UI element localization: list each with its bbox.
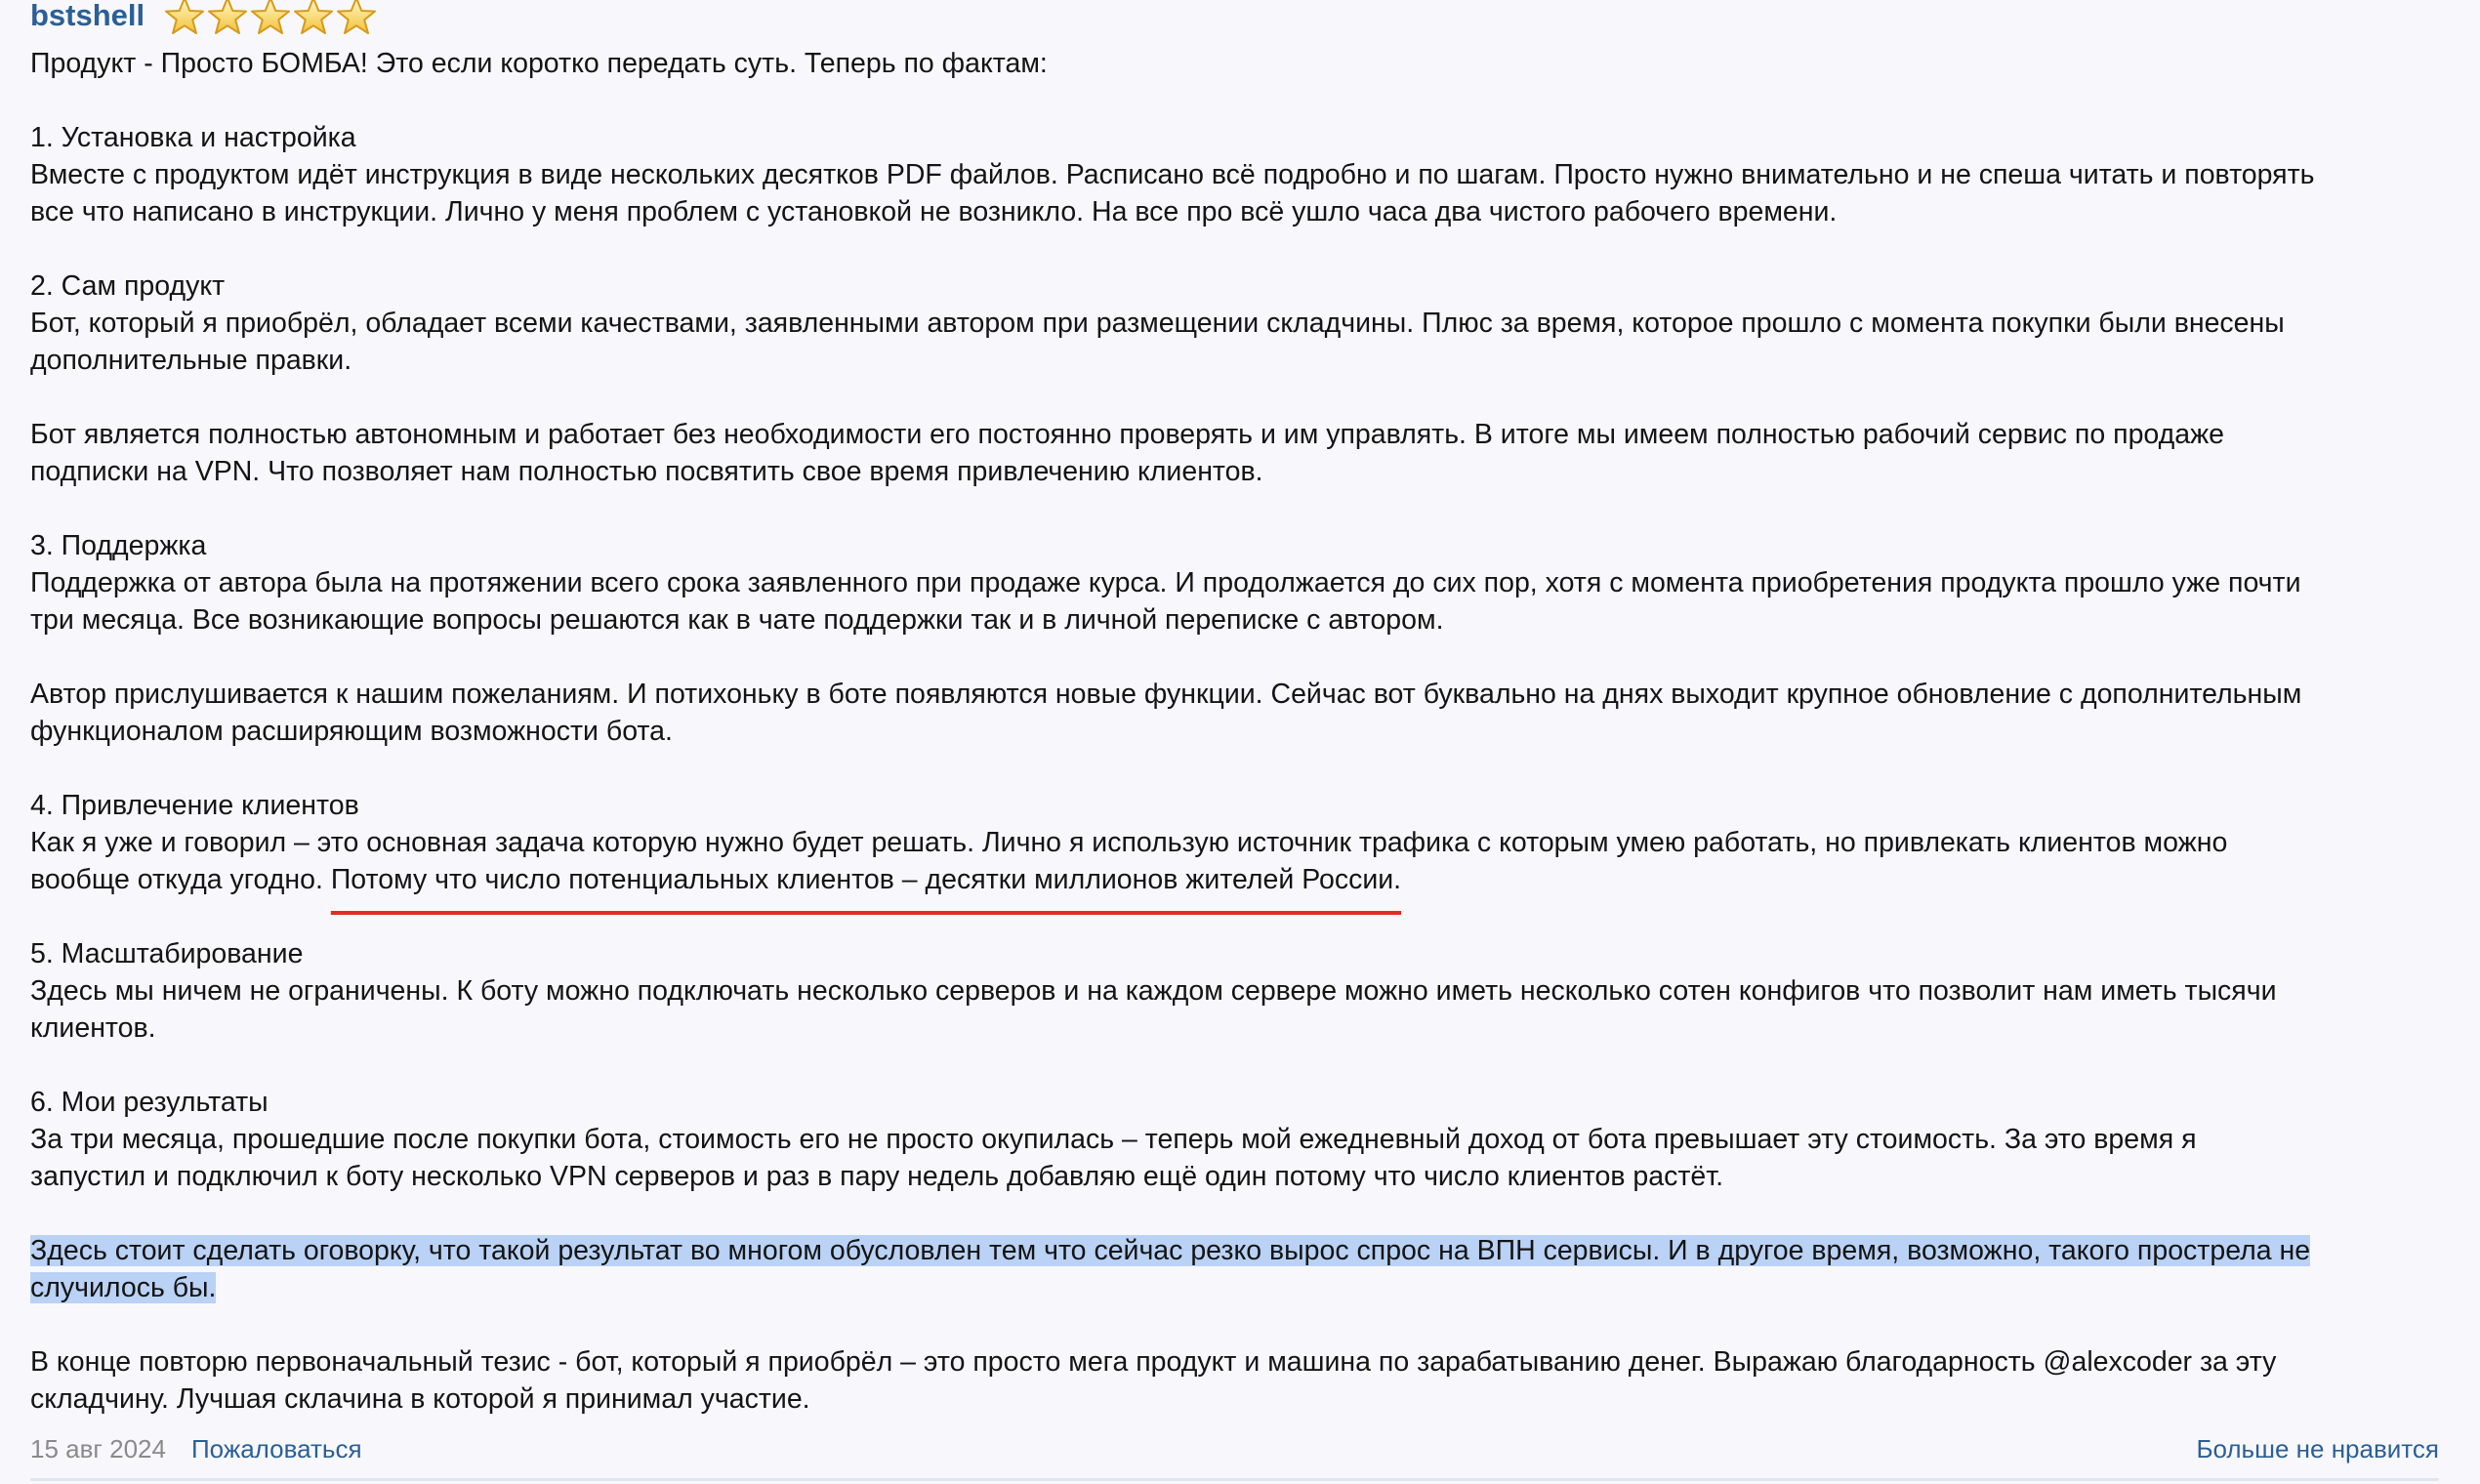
post-divider <box>30 1478 2439 1481</box>
rating-stars <box>164 0 379 37</box>
star-icon <box>207 0 248 37</box>
text-line: За три месяца, прошедшие после покупки бота, стоимость его не просто окупилась – теперь мой ежедневный доход от бота превышает эту стоимость. За это время я <box>30 1124 2197 1155</box>
text-line: Бот, который я приобрёл, обладает всеми качествами, заявленными автором при размещении складчины. Плюс за время, которое прошло с момента покупки были внесены <box>30 308 2285 339</box>
star-icon <box>293 0 334 37</box>
review-text <box>30 45 2442 1418</box>
text-line: функционалом расширяющим возможности бота. <box>30 716 673 747</box>
text-line: В конце повторю первоначальный тезис - бот, который я приобрёл – это просто мега продукт и машина по зарабатыванию денег. Выражаю благодарность @alexcoder за эту <box>30 1346 2277 1378</box>
text-line: 2. Сам продукт <box>30 270 226 302</box>
review-paragraph <box>30 1343 2442 1418</box>
review-paragraph <box>30 45 2442 82</box>
text-line: 3. Поддержка <box>30 530 207 561</box>
text-line: Вместе с продуктом идёт инструкция в виде нескольких десятков PDF файлов. Расписано всё подробно и по шагам. Просто нужно внимательно и не спеша читать и повторять <box>30 159 2315 190</box>
text-line: запустил и подключил к боту несколько VPN серверов и раз в пару недель добавляю ещё один потому что число клиентов растёт. <box>30 1161 1724 1192</box>
review-paragraph <box>30 416 2442 490</box>
post-footer <box>30 1431 2439 1466</box>
review-paragraph <box>30 1232 2442 1306</box>
review-paragraph <box>30 1084 2442 1195</box>
text-line: Как я уже и говорил – это основная задача которую нужно будет решать. Лично я использую источник трафика с которым умею работать, но привлекать клиентов можно <box>30 827 2228 858</box>
text-line: дополнительные правки. <box>30 345 352 376</box>
text-line <box>30 1269 2442 1306</box>
review-paragraph <box>30 268 2442 379</box>
review-paragraph <box>30 787 2442 898</box>
star-icon <box>164 0 205 37</box>
text-line: Автор прислушивается к нашим пожеланиям. И потихоньку в боте появляются новые функции. Сейчас вот буквально на днях выходит крупное обновление с дополнительным <box>30 679 2302 710</box>
text-line: 4. Привлечение клиентов <box>30 790 359 821</box>
text-line: 5. Масштабирование <box>30 938 304 969</box>
text-line <box>30 861 2442 898</box>
text-line <box>30 1232 2442 1269</box>
text-line: 1. Установка и настройка <box>30 122 356 153</box>
text-line: все что написано в инструкции. Лично у меня проблем с установкой не возникло. На все про всё ушло часа два чистого рабочего времени. <box>30 196 1838 227</box>
review-paragraph <box>30 935 2442 1047</box>
text-line: Здесь мы ничем не ограничены. К боту можно подключать несколько серверов и на каждом сервере можно иметь несколько сотен конфигов что позволит нам иметь тысячи <box>30 975 2277 1007</box>
text-line: Поддержка от автора была на протяжении всего срока заявленного при продаже курса. И продолжается до сих пор, хотя с момента приобретения продукта прошло уже почти <box>30 567 2301 598</box>
underlined-annotation: Потому что число потенциальных клиентов – десятки миллионов жителей России. <box>330 864 1402 895</box>
text-line: Бот является полностью автономным и работает без необходимости его постоянно проверять и им управлять. В итоге мы имеем полностью рабочий сервис по продаже <box>30 419 2225 450</box>
post-header <box>30 0 379 37</box>
report-link[interactable]: Пожаловаться <box>190 1433 362 1463</box>
text-line: подписки на VPN. Что позволяет нам полностью посвятить свое время привлечению клиентов. <box>30 456 1263 487</box>
selected-text: случилось бы. <box>30 1272 217 1303</box>
author-username[interactable]: bstshell <box>30 0 145 32</box>
unlike-link[interactable]: Больше не нравится <box>2196 1433 2439 1463</box>
star-icon <box>250 0 291 37</box>
text-line: 6. Мои результаты <box>30 1087 269 1118</box>
text-line: три месяца. Все возникающие вопросы решаются как в чате поддержки так и в личной переписке с автором. <box>30 604 1444 636</box>
text-fragment: вообще откуда угодно. <box>30 864 331 895</box>
review-paragraph <box>30 676 2442 750</box>
text-line: складчину. Лучшая склачина в которой я принимал участие. <box>30 1383 810 1415</box>
review-paragraph <box>30 119 2442 230</box>
text-line: Продукт - Просто БОМБА! Это если коротко передать суть. Теперь по фактам: <box>30 48 1048 79</box>
star-icon <box>336 0 377 37</box>
review-paragraph <box>30 527 2442 639</box>
text-line: клиентов. <box>30 1012 156 1044</box>
selected-text: Здесь стоит сделать оговорку, что такой результат во многом обусловлен тем что сейчас резко вырос спрос на ВПН сервисы. И в другое время, возможно, такого прострела не <box>30 1235 2311 1266</box>
post-date: 15 авг 2024 <box>30 1433 166 1463</box>
